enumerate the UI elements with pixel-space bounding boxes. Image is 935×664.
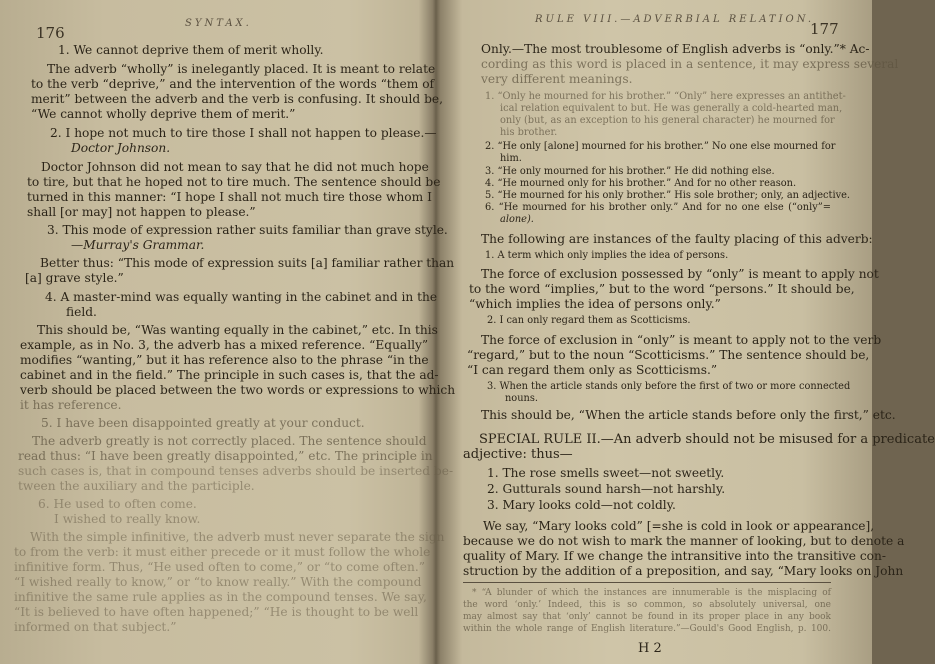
- text-line: 5. “He mourned for his only brother.” His sole brother; only, an adjective.: [485, 190, 851, 201]
- text-line: his brother.: [500, 127, 558, 138]
- text-line: struction by the addition of a preposition, and say, “Mary looks on John: [463, 564, 904, 578]
- text-line: shall [or may] not happen to please.”: [27, 205, 256, 219]
- text-line: The adverb “wholly” is inelegantly placed. It is meant to relate: [47, 62, 436, 76]
- text-line: 5. I have been disappointed greatly at your conduct.: [41, 416, 365, 430]
- footnote-line: within the whole range of English literature.”—Gould's Good English, p. 100.: [463, 624, 831, 634]
- footnote-line: may almost say that ‘only’ cannot be found in its proper place in any book: [463, 612, 831, 622]
- text-line: field.: [66, 305, 97, 319]
- text-line: 6. “He mourned for his brother only.” And for no one else (“only”=: [485, 202, 831, 213]
- text-line: merit” between the adverb and the verb is confusing. It should be,: [31, 92, 444, 106]
- text-line: because we do not wish to mark the manner of looking, but to denote a: [463, 534, 905, 548]
- text-line: “I wished really to know,” or “to know really.” With the compound: [14, 575, 422, 589]
- text-line: 4. “He mourned only for his brother.” And for no other reason.: [485, 178, 797, 189]
- text-line: only (but, as an exception to his general character) he mourned for: [500, 115, 835, 126]
- text-line: The following are instances of the faulty placing of this adverb:: [481, 232, 873, 246]
- text-line: I wished to really know.: [54, 512, 201, 526]
- text-line: 4. A master-mind was equally wanting in the cabinet and in the: [45, 290, 438, 304]
- text-line: 1. “Only he mourned for his brother.” “Only” here expresses an antithet-: [485, 91, 846, 102]
- text-line: read thus: “I have been greatly disappointed,” etc. The principle in: [18, 449, 433, 463]
- text-line: quality of Mary. If we change the intransitive into the transitive con-: [463, 549, 886, 563]
- text-line: The adverb greatly is not correctly placed. The sentence should: [32, 434, 427, 448]
- text-line: The force of exclusion possessed by “only” is meant to apply not: [481, 267, 879, 281]
- text-line: “regard,” but to the noun “Scotticisms.” The sentence should be,: [467, 348, 870, 362]
- text-line: cording as this word is placed in a sentence, it may express several: [481, 57, 899, 71]
- signature-mark: H 2: [638, 641, 662, 656]
- footnote-rule: [463, 582, 831, 583]
- text-line: 1. A term which only implies the idea of persons.: [485, 250, 729, 261]
- text-line: modifies “wanting,” but it has reference also to the phrase “in the: [20, 353, 429, 367]
- text-line: tween the auxiliary and the participle.: [18, 479, 255, 493]
- text-line: adjective: thus—: [463, 447, 573, 462]
- text-line: “It is believed to have often happened;” “He is thought to be well: [14, 605, 419, 619]
- text-line: 3. “He only mourned for his brother.” He did nothing else.: [485, 166, 775, 177]
- footnote-line: the word ‘only.’ Indeed, this is so common, so absolutely universal, one: [463, 600, 831, 610]
- text-line: turned in this manner: “I hope I shall not much tire those whom I: [27, 190, 432, 204]
- right-page: [438, 0, 935, 664]
- text-line: “I can regard them only as Scotticisms.”: [467, 363, 718, 377]
- text-line: 3. This mode of expression rather suits familiar than grave style.: [47, 223, 448, 237]
- text-line: to from the verb: it must either precede or it must follow the whole: [14, 545, 431, 559]
- text-line: such cases is, that in compound tenses adverbs should be inserted be-: [18, 464, 454, 478]
- text-line: This should be, “Was wanting equally in the cabinet,” etc. In this: [37, 323, 438, 337]
- text-line: Better thus: “This mode of expression suits [a] familiar rather than: [40, 256, 455, 270]
- text-line: verb should be placed between the two words or expressions to which: [20, 383, 456, 397]
- page-number: 176: [36, 24, 65, 42]
- text-line: nouns.: [505, 393, 538, 404]
- text-line: We say, “Mary looks cold” [=she is cold in look or appearance],: [483, 519, 875, 533]
- text-line: Doctor Johnson.: [71, 141, 171, 155]
- text-line: it has reference.: [20, 398, 122, 412]
- text-line: 6. He used to often come.: [38, 497, 197, 511]
- text-line: to tire, but that he hoped not to tire much. The sentence should be: [27, 175, 441, 189]
- text-line: 2. I hope not much to tire those I shall not happen to please.—: [50, 126, 437, 140]
- text-line: 3. Mary looks cold—not coldly.: [487, 498, 676, 512]
- footnote-line: * “A blunder of which the instances are innumerable is the misplacing of: [472, 588, 831, 598]
- text-line: to the word “implies,” but to the word “persons.” It should be,: [469, 282, 855, 296]
- text-line: “We cannot wholly deprive them of merit.”: [31, 107, 296, 121]
- text-line: infinitive form. Thus, “He used often to come,” or “to come often.”: [14, 560, 425, 574]
- text-line: alone).: [500, 214, 534, 225]
- text-line: example, as in No. 3, the adverb has a mixed reference. “Equally”: [20, 338, 429, 352]
- text-line: 2. Gutturals sound harsh—not harshly.: [487, 482, 726, 496]
- text-line: With the simple infinitive, the adverb must never separate the sign: [30, 530, 445, 544]
- text-line: 2. “He only [alone] mourned for his brother.” No one else mourned for: [485, 141, 836, 152]
- text-line: “which implies the idea of persons only.”: [469, 297, 721, 311]
- text-line: cabinet and in the field.” The principle in such cases is, that the ad-: [20, 368, 439, 382]
- text-line: 3. When the article stands only before the first of two or more connected: [487, 381, 851, 392]
- text-line: to the verb “deprive,” and the intervention of the words “them of: [31, 77, 435, 91]
- text-line: informed on that subject.”: [14, 620, 177, 634]
- special-rule-heading: SPECIAL RULE II.—An adverb should not be misused for a predicate: [479, 432, 935, 447]
- text-line: ical relation equivalent to but. He was generally a cold-hearted man,: [500, 103, 843, 114]
- text-line: Only.—The most troublesome of English adverbs is “only.”* Ac-: [481, 42, 870, 56]
- text-line: Doctor Johnson did not mean to say that he did not much hope: [41, 160, 429, 174]
- text-line: [a] grave style.”: [25, 271, 124, 285]
- left-page: [0, 0, 456, 664]
- running-header: SYNTAX.: [185, 18, 252, 29]
- text-line: very different meanings.: [481, 72, 633, 86]
- text-line: infinitive the same rule applies as in the compound tenses. We say,: [14, 590, 427, 604]
- running-header: RULE VIII.—ADVERBIAL RELATION.: [535, 14, 815, 25]
- text-line: 1. We cannot deprive them of merit wholly.: [58, 43, 324, 57]
- text-line: 2. I can only regard them as Scotticisms.: [487, 315, 691, 326]
- text-line: 1. The rose smells sweet—not sweetly.: [487, 466, 725, 480]
- text-line: —Murray's Grammar.: [71, 238, 205, 252]
- text-line: The force of exclusion in “only” is meant to apply not to the verb: [481, 333, 882, 347]
- text-line: This should be, “When the article stands before only the first,” etc.: [481, 408, 896, 422]
- text-line: him.: [500, 153, 522, 164]
- page-number: 177: [810, 20, 839, 38]
